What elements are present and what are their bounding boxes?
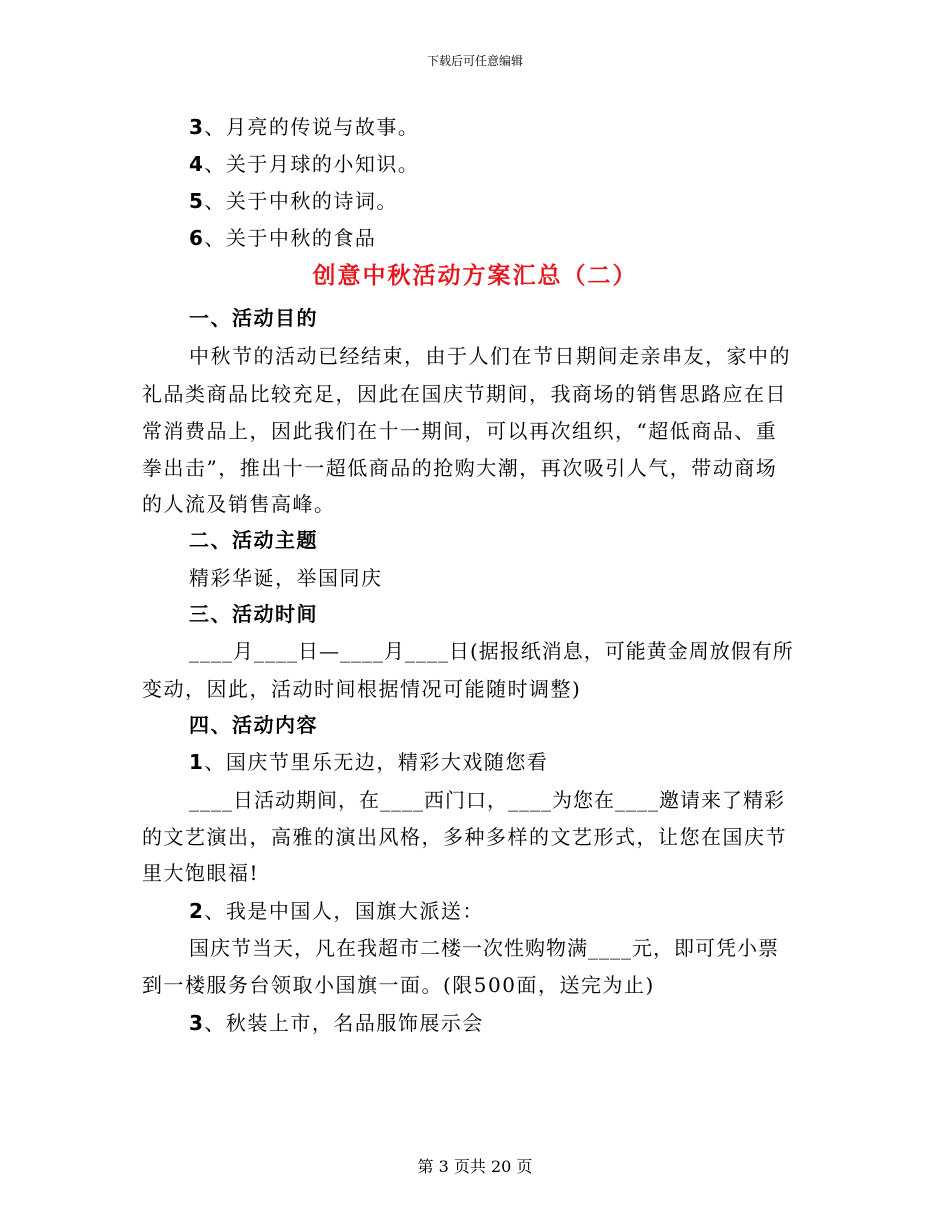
page-footer: 第 3 页共 20 页	[417, 1157, 533, 1176]
list-item	[189, 898, 484, 924]
section-heading: 二、活动主题	[189, 528, 318, 552]
paragraph-line: 常消费品上，因此我们在十一期间，可以再次组织，“超低商品、重	[142, 419, 778, 443]
section-heading: 三、活动时间	[189, 602, 318, 626]
list-number: 5	[189, 189, 205, 213]
section-heading: 一、活动目的	[189, 306, 318, 330]
paragraph-line: 国庆节当天，凡在我超市二楼一次性购物满____元，即可凭小票	[189, 936, 779, 960]
list-item	[189, 114, 419, 140]
list-number: 4	[189, 152, 205, 176]
list-number: 2	[189, 899, 205, 923]
list-text: 、关于中秋的诗词。	[204, 189, 398, 213]
paragraph-line: ____月____日—____月____日(据报纸消息，可能黄金周放假有所	[189, 639, 794, 663]
list-item	[189, 1010, 484, 1036]
list-text: 、关于月球的小知识。	[204, 152, 420, 176]
paragraph-line: 拳出击”，推出十一超低商品的抢购大潮，再次吸引人气，带动商场	[142, 456, 778, 480]
paragraph-line: 到一楼服务台领取小国旗一面。(限500面，送完为止)	[142, 973, 655, 997]
paragraph-line: 精彩华诞，举国同庆	[189, 566, 383, 590]
list-number: 6	[189, 226, 205, 250]
list-item	[189, 188, 398, 214]
page-header: 下载后可任意编辑	[426, 54, 523, 68]
list-number: 3	[189, 1011, 205, 1035]
paragraph-line: 变动，因此，活动时间根据情况可能随时调整)	[142, 677, 582, 701]
list-text: 、秋装上市，名品服饰展示会	[204, 1011, 484, 1035]
list-number: 3	[189, 115, 205, 139]
list-number: 1	[189, 750, 205, 774]
document-title: 创意中秋活动方案汇总（二）	[312, 262, 638, 289]
paragraph-line: 中秋节的活动已经结束，由于人们在节日期间走亲串友，家中的	[189, 344, 791, 368]
list-item	[189, 151, 419, 177]
list-text: 、国庆节里乐无边，精彩大戏随您看	[204, 750, 549, 774]
list-item	[189, 749, 548, 775]
paragraph-line: 的人流及销售高峰。	[142, 492, 336, 516]
paragraph-line: 里大饱眼福!	[142, 861, 260, 885]
paragraph-line: 的文艺演出，高雅的演出风格，多种多样的文艺形式，让您在国庆节	[142, 825, 787, 849]
paragraph-line: ____日活动期间，在____西门口，____为您在____邀请来了精彩	[189, 788, 785, 812]
list-text: 、我是中国人，国旗大派送：	[204, 899, 484, 923]
list-item	[189, 225, 376, 251]
paragraph-line: 礼品类商品比较充足，因此在国庆节期间，我商场的销售思路应在日	[142, 382, 787, 406]
list-text: 、关于中秋的食品	[204, 226, 377, 250]
section-heading: 四、活动内容	[189, 713, 318, 737]
list-text: 、月亮的传说与故事。	[204, 115, 420, 139]
